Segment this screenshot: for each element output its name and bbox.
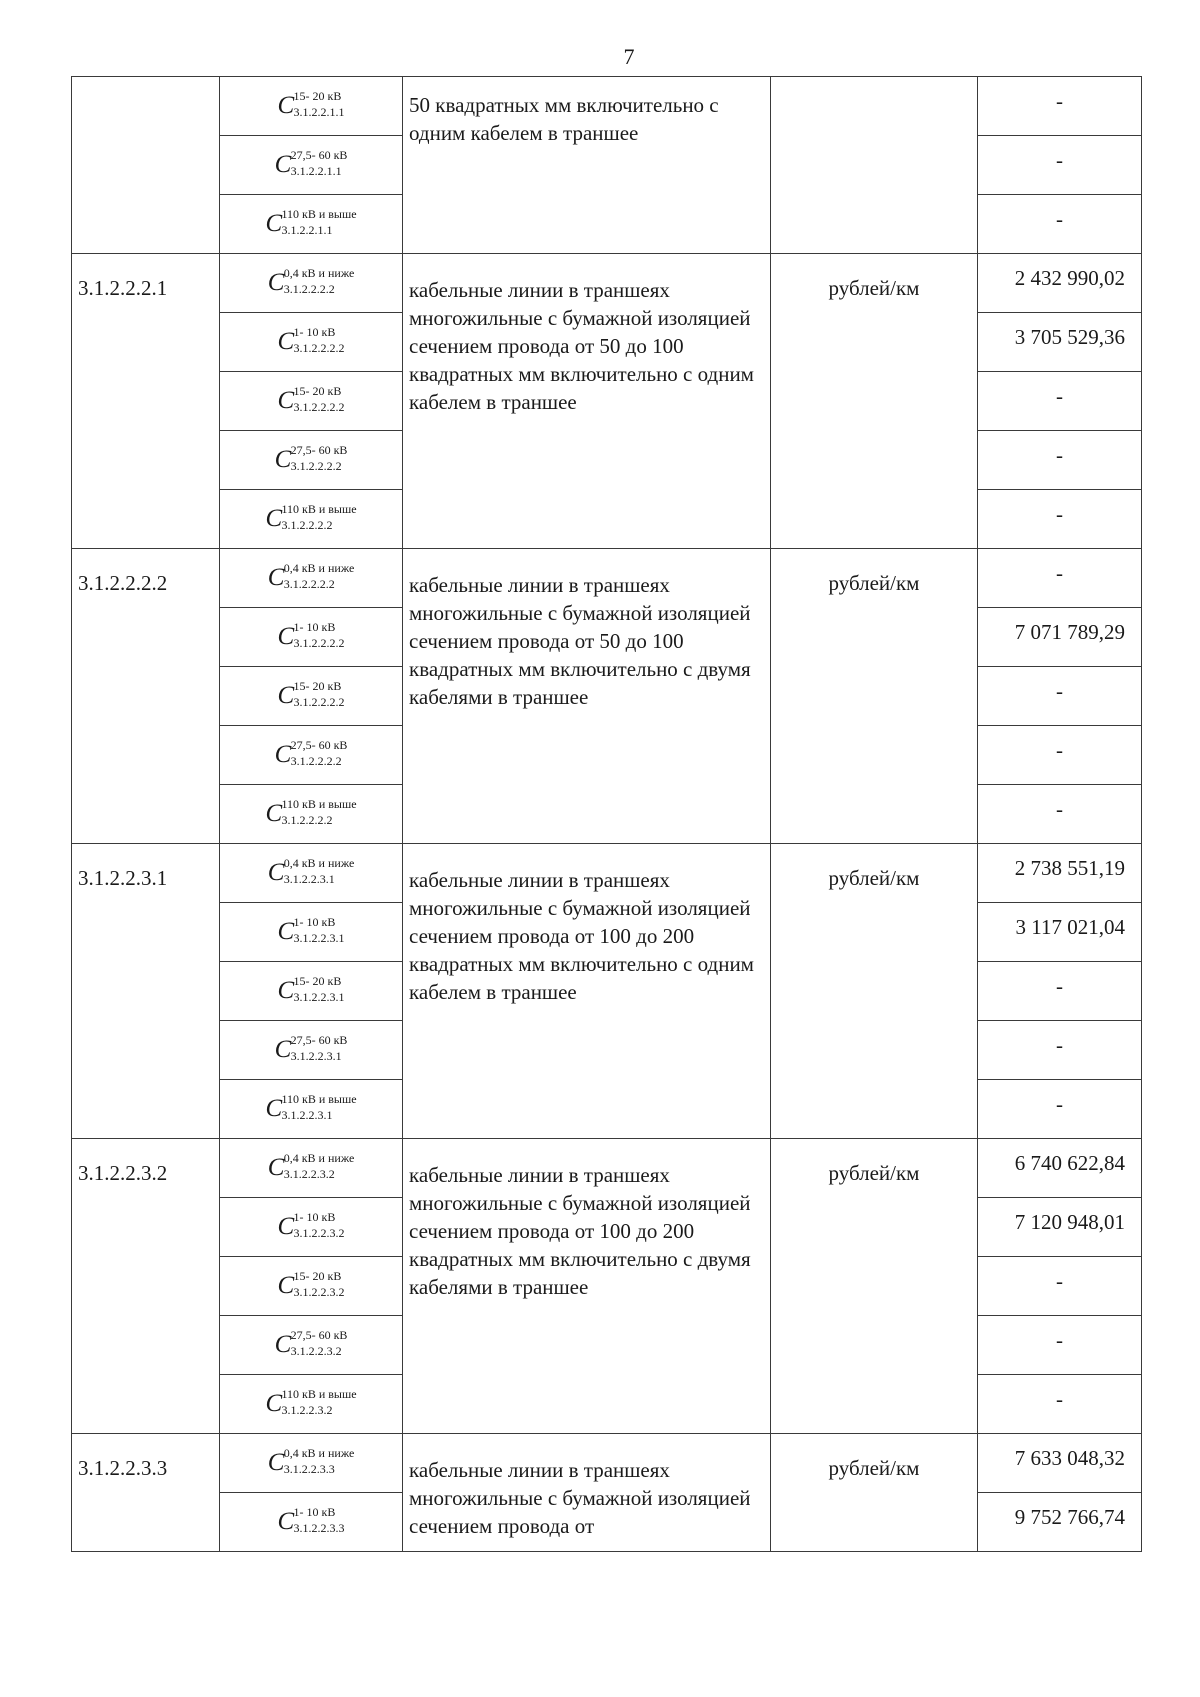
symbol-index: 3.1.2.2.1.1 [293, 105, 345, 119]
symbol-letter: C [277, 918, 295, 945]
symbol-letter: C [277, 977, 295, 1004]
item-description: кабельные линии в траншеях многожильные с бумажной изоляцией сечением провода от 50 до 100 квадратных мм включительно с двумя кабелями в траншее [403, 549, 771, 844]
symbol-letter: C [277, 387, 295, 414]
voltage-class: 15- 20 кВ [293, 679, 342, 693]
rate-value: 2 432 990,02 [978, 254, 1142, 313]
symbol-letter: C [267, 269, 285, 296]
voltage-class: 27,5- 60 кВ [290, 738, 348, 752]
symbol-letter: C [267, 859, 285, 886]
symbol-index: 3.1.2.2.2.2 [283, 282, 335, 296]
unit-of-measure: рублей/км [771, 1139, 978, 1434]
rate-value: - [978, 1080, 1142, 1139]
item-code: 3.1.2.2.3.3 [72, 1434, 220, 1552]
symbol-letter: C [265, 505, 283, 532]
rate-value: - [978, 1316, 1142, 1375]
symbol-index: 3.1.2.2.1.1 [290, 164, 342, 178]
symbol-index: 3.1.2.2.3.1 [293, 990, 345, 1004]
voltage-class: 15- 20 кВ [293, 384, 342, 398]
symbol-index: 3.1.2.2.2.2 [283, 577, 335, 591]
item-description: кабельные линии в траншеях многожильные с бумажной изоляцией сечением провода от 50 до 100 квадратных мм включительно с одним кабелем в траншее [403, 254, 771, 549]
symbol-index: 3.1.2.2.3.3 [293, 1521, 345, 1535]
table-row [72, 1434, 1142, 1493]
unit-of-measure [771, 77, 978, 254]
unit-of-measure: рублей/км [771, 1434, 978, 1552]
rate-symbol [220, 1316, 403, 1375]
rate-symbol [220, 1080, 403, 1139]
rate-value: - [978, 1375, 1142, 1434]
symbol-index: 3.1.2.2.3.3 [283, 1462, 335, 1476]
voltage-class: 27,5- 60 кВ [290, 1328, 348, 1342]
tariff-table [71, 76, 1142, 1552]
table-row [72, 549, 1142, 608]
symbol-letter: C [277, 328, 295, 355]
voltage-class: 15- 20 кВ [293, 974, 342, 988]
rate-symbol [220, 903, 403, 962]
rate-symbol [220, 962, 403, 1021]
item-code: 3.1.2.2.3.1 [72, 844, 220, 1139]
rate-symbol [220, 667, 403, 726]
symbol-index: 3.1.2.2.2.2 [281, 518, 333, 532]
rate-value: 6 740 622,84 [978, 1139, 1142, 1198]
rate-symbol [220, 313, 403, 372]
rate-symbol [220, 372, 403, 431]
rate-value: - [978, 431, 1142, 490]
rate-value: 2 738 551,19 [978, 844, 1142, 903]
symbol-index: 3.1.2.2.2.2 [293, 695, 345, 709]
symbol-letter: C [267, 1449, 285, 1476]
rate-value: - [978, 195, 1142, 254]
rate-value: - [978, 549, 1142, 608]
symbol-letter: C [274, 741, 292, 768]
voltage-class: 27,5- 60 кВ [290, 1033, 348, 1047]
rate-value: - [978, 667, 1142, 726]
rate-symbol [220, 136, 403, 195]
table-row [72, 254, 1142, 313]
symbol-letter: C [265, 1390, 283, 1417]
table-row [72, 1139, 1142, 1198]
voltage-class: 110 кВ и выше [281, 797, 357, 811]
rate-symbol [220, 195, 403, 254]
symbol-index: 3.1.2.2.2.2 [293, 636, 345, 650]
symbol-letter: C [274, 446, 292, 473]
rate-value: - [978, 785, 1142, 844]
rate-value: - [978, 962, 1142, 1021]
rate-symbol [220, 726, 403, 785]
item-code: 3.1.2.2.2.2 [72, 549, 220, 844]
voltage-class: 1- 10 кВ [293, 915, 336, 929]
rate-symbol [220, 1434, 403, 1493]
rate-symbol [220, 844, 403, 903]
symbol-index: 3.1.2.2.3.2 [290, 1344, 342, 1358]
symbol-index: 3.1.2.2.3.2 [283, 1167, 335, 1181]
rate-value: 7 633 048,32 [978, 1434, 1142, 1493]
symbol-letter: C [277, 623, 295, 650]
symbol-index: 3.1.2.2.3.2 [281, 1403, 333, 1417]
voltage-class: 110 кВ и выше [281, 1092, 357, 1106]
rate-symbol [220, 77, 403, 136]
rate-value: - [978, 490, 1142, 549]
rate-symbol [220, 1021, 403, 1080]
rate-value: - [978, 372, 1142, 431]
rate-symbol [220, 1493, 403, 1552]
symbol-index: 3.1.2.2.2.2 [293, 341, 345, 355]
rate-symbol [220, 1139, 403, 1198]
symbol-letter: C [274, 151, 292, 178]
rate-symbol [220, 785, 403, 844]
symbol-index: 3.1.2.2.3.1 [281, 1108, 333, 1122]
page-number: 7 [623, 44, 635, 69]
symbol-letter: C [265, 800, 283, 827]
voltage-class: 0,4 кВ и ниже [283, 856, 355, 870]
voltage-class: 0,4 кВ и ниже [283, 1151, 355, 1165]
rate-value: - [978, 726, 1142, 785]
symbol-index: 3.1.2.2.1.1 [281, 223, 333, 237]
voltage-class: 15- 20 кВ [293, 1269, 342, 1283]
rate-value: - [978, 136, 1142, 195]
symbol-index: 3.1.2.2.2.2 [281, 813, 333, 827]
voltage-class: 1- 10 кВ [293, 325, 336, 339]
unit-of-measure: рублей/км [771, 254, 978, 549]
rate-value: 7 120 948,01 [978, 1198, 1142, 1257]
symbol-letter: C [277, 1508, 295, 1535]
rate-value: 9 752 766,74 [978, 1493, 1142, 1552]
rate-value: 7 071 789,29 [978, 608, 1142, 667]
symbol-letter: C [277, 1213, 295, 1240]
symbol-index: 3.1.2.2.3.2 [293, 1226, 345, 1240]
table-row [72, 844, 1142, 903]
voltage-class: 15- 20 кВ [293, 89, 342, 103]
voltage-class: 110 кВ и выше [281, 502, 357, 516]
symbol-letter: C [274, 1331, 292, 1358]
voltage-class: 1- 10 кВ [293, 620, 336, 634]
rate-value: 3 117 021,04 [978, 903, 1142, 962]
symbol-index: 3.1.2.2.3.1 [293, 931, 345, 945]
voltage-class: 0,4 кВ и ниже [283, 266, 355, 280]
rate-symbol [220, 1375, 403, 1434]
item-description: 50 квадратных мм включительно с одним кабелем в траншее [403, 77, 771, 254]
voltage-class: 0,4 кВ и ниже [283, 561, 355, 575]
rate-symbol [220, 608, 403, 667]
voltage-class: 27,5- 60 кВ [290, 443, 348, 457]
symbol-index: 3.1.2.2.2.2 [290, 459, 342, 473]
rate-symbol [220, 431, 403, 490]
voltage-class: 110 кВ и выше [281, 207, 357, 221]
symbol-index: 3.1.2.2.3.1 [283, 872, 335, 886]
rate-symbol [220, 1198, 403, 1257]
rate-value: 3 705 529,36 [978, 313, 1142, 372]
symbol-index: 3.1.2.2.3.2 [293, 1285, 345, 1299]
unit-of-measure: рублей/км [771, 844, 978, 1139]
symbol-letter: C [274, 1036, 292, 1063]
symbol-index: 3.1.2.2.3.1 [290, 1049, 342, 1063]
rate-value: - [978, 77, 1142, 136]
symbol-letter: C [267, 1154, 285, 1181]
symbol-letter: C [265, 210, 283, 237]
rate-value: - [978, 1257, 1142, 1316]
rate-symbol [220, 1257, 403, 1316]
symbol-index: 3.1.2.2.2.2 [290, 754, 342, 768]
symbol-letter: C [277, 682, 295, 709]
item-description: кабельные линии в траншеях многожильные с бумажной изоляцией сечением провода от 100 до 200 квадратных мм включительно с одним кабелем в траншее [403, 844, 771, 1139]
rate-value: - [978, 1021, 1142, 1080]
voltage-class: 27,5- 60 кВ [290, 148, 348, 162]
voltage-class: 0,4 кВ и ниже [283, 1446, 355, 1460]
symbol-letter: C [277, 1272, 295, 1299]
item-description: кабельные линии в траншеях многожильные с бумажной изоляцией сечением провода от 100 до 200 квадратных мм включительно с двумя кабелями в траншее [403, 1139, 771, 1434]
voltage-class: 1- 10 кВ [293, 1210, 336, 1224]
voltage-class: 1- 10 кВ [293, 1505, 336, 1519]
item-description: кабельные линии в траншеях многожильные с бумажной изоляцией сечением провода от [403, 1434, 771, 1552]
rate-symbol [220, 549, 403, 608]
item-code: 3.1.2.2.3.2 [72, 1139, 220, 1434]
symbol-index: 3.1.2.2.2.2 [293, 400, 345, 414]
item-code [72, 77, 220, 254]
rate-symbol [220, 254, 403, 313]
table-row [72, 77, 1142, 136]
voltage-class: 110 кВ и выше [281, 1387, 357, 1401]
item-code: 3.1.2.2.2.1 [72, 254, 220, 549]
symbol-letter: C [267, 564, 285, 591]
symbol-letter: C [265, 1095, 283, 1122]
unit-of-measure: рублей/км [771, 549, 978, 844]
rate-symbol [220, 490, 403, 549]
symbol-letter: C [277, 92, 295, 119]
